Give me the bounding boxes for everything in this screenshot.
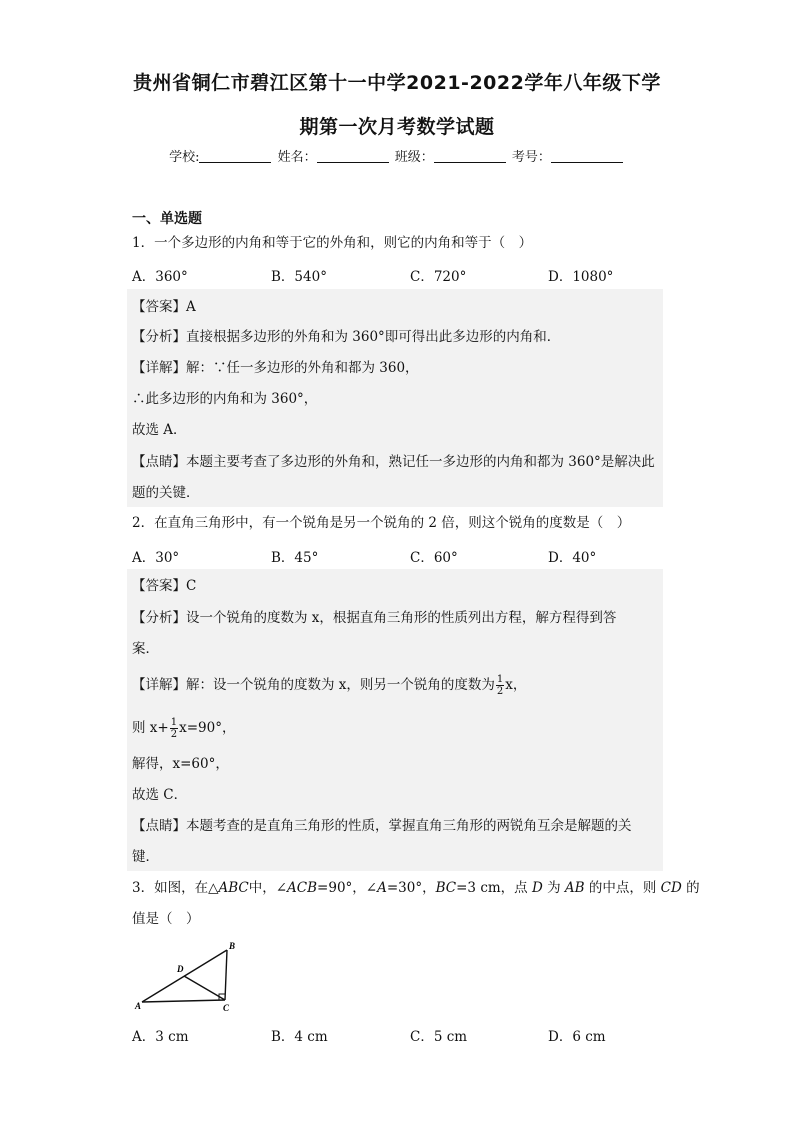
label-b: B <box>229 941 236 951</box>
q2-analysis-1: 【分析】设一个锐角的度数为 x，根据直角三角形的性质列出方程，解方程得到答 <box>132 610 617 626</box>
q1-option-b: B．540° <box>271 269 327 285</box>
half-fraction: $\frac{1}{2}$ <box>496 674 504 697</box>
school-label: 学校: <box>169 150 200 165</box>
q2-detail-1 <box>132 674 526 697</box>
school-blank <box>199 150 271 163</box>
q2-detail-2-tail: x=90°， <box>179 720 236 736</box>
q1-option-c: C．720° <box>410 269 467 285</box>
label-c: C <box>223 1003 230 1013</box>
q2-option-c: C．60° <box>410 550 458 566</box>
q3-option-b: B．4 cm <box>271 1029 328 1045</box>
half-fraction-2: $\frac{1}{2}$ <box>170 717 178 740</box>
q1-option-d: D．1080° <box>548 269 614 285</box>
class-blank <box>434 150 506 163</box>
name-label: 姓名： <box>277 150 317 165</box>
q2-option-b: B．45° <box>271 550 319 566</box>
q3-stem-1: 3．如图，在△ABC中，∠ACB=90°，∠A=30°，BC=3 cm，点 D 为 AB 的中点，则 CD 的 <box>132 880 700 896</box>
segment-bc <box>225 950 227 1000</box>
page-title-line2: 期第一次月考数学试题 <box>299 116 495 138</box>
number-blank <box>551 150 623 163</box>
q1-comment-1: 【点睛】本题主要考查了多边形的外角和，熟记任一多边形的内角和都为 360°是解决此 <box>132 454 655 470</box>
section-heading: 一、单选题 <box>132 211 202 227</box>
q3-stem-2: 值是（ ） <box>132 911 200 927</box>
q1-detail-2: ∴此多边形的内角和为 360°， <box>132 391 318 407</box>
segment-ac <box>142 1000 225 1002</box>
name-blank <box>317 150 389 163</box>
q1-comment-2: 题的关键． <box>132 485 200 501</box>
q2-comment-2: 键． <box>132 849 159 865</box>
q3-option-a: A．3 cm <box>132 1029 189 1045</box>
student-info-row <box>0 146 794 165</box>
q2-detail-2-text: 则 x+ <box>132 720 169 736</box>
q2-option-d: D．40° <box>548 550 597 566</box>
class-label: 班级： <box>394 150 434 165</box>
q2-detail-3: 解得，x=60°， <box>132 756 229 772</box>
q2-detail-4: 故选 C． <box>132 787 188 803</box>
q2-detail-1-text: 【详解】解：设一个锐角的度数为 x，则另一个锐角的度数为 <box>132 677 495 693</box>
q2-answer: 【答案】C <box>132 578 197 594</box>
label-a: A <box>135 1001 142 1011</box>
page-title-line1: 贵州省铜仁市碧江区第十一中学2021-2022学年八年级下学 <box>133 72 661 94</box>
q1-stem: 1．一个多边形的内角和等于它的外角和，则它的内角和等于（ ） <box>132 235 533 251</box>
q3-option-c: C．5 cm <box>410 1029 468 1045</box>
q2-analysis-2: 案． <box>132 641 159 657</box>
q2-comment-1: 【点睛】本题考查的是直角三角形的性质，掌握直角三角形的两锐角互余是解题的关 <box>132 818 632 834</box>
label-d: D <box>177 964 184 974</box>
q1-analysis: 【分析】直接根据多边形的外角和为 360°即可得出此多边形的内角和． <box>132 329 561 345</box>
q1-answer: 【答案】A <box>132 299 196 315</box>
triangle-figure <box>132 938 242 1018</box>
q1-detail-3: 故选 A． <box>132 422 187 438</box>
q1-option-a: A．360° <box>132 269 188 285</box>
q2-stem: 2．在直角三角形中，有一个锐角是另一个锐角的 2 倍，则这个锐角的度数是（ ） <box>132 515 631 531</box>
q2-detail-2 <box>132 717 235 740</box>
q3-option-d: D．6 cm <box>548 1029 606 1045</box>
q1-detail-1: 【详解】解：∵任一多边形的外角和都为 360， <box>132 360 419 376</box>
q2-option-a: A．30° <box>132 550 180 566</box>
q2-detail-1-tail: x， <box>505 677 527 693</box>
number-label: 考号： <box>511 150 551 165</box>
